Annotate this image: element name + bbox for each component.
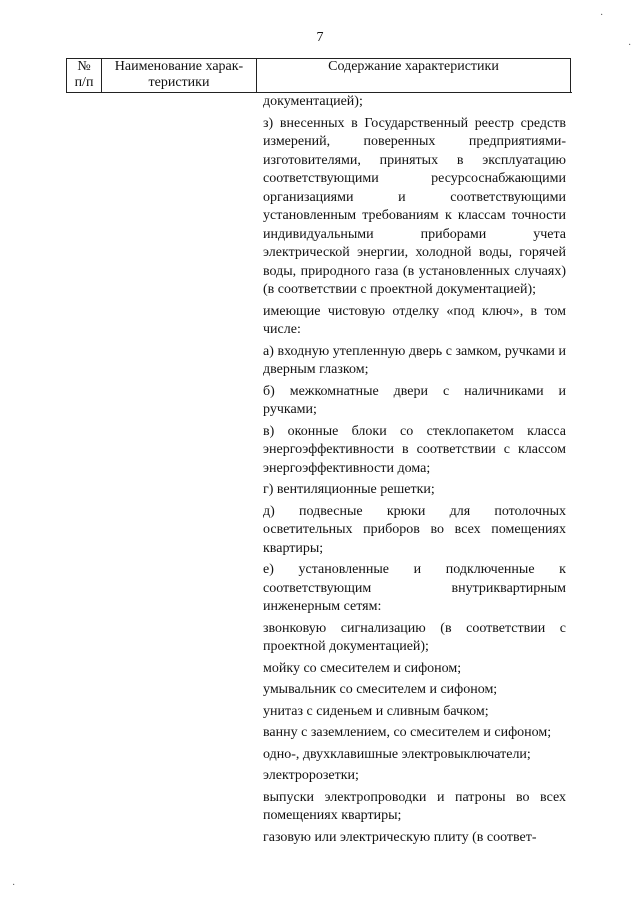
paragraph: е) установленные и подключенные к соответствующим внутриквартирным инженерным сетям: bbox=[263, 562, 566, 614]
paragraph: выпуски электропроводки и патроны во всех помещениях квартиры; bbox=[263, 789, 566, 823]
paragraph: д) подвесные крюки для потолочных осветительных приборов во всех помещениях квартиры; bbox=[263, 503, 566, 556]
column-header-name bbox=[102, 59, 257, 93]
paragraph: мойку со смесителем и сифоном; bbox=[263, 660, 462, 676]
paragraph: в) оконные блоки со стеклопакетом класса энергоэффективности в соответствии с классом энергоэффективности дома; bbox=[263, 423, 566, 476]
paragraph: документацией); bbox=[263, 94, 363, 109]
paragraph: одно-, двухклавишные электровыключатели; bbox=[263, 746, 531, 762]
paragraph: умывальник со смесителем и сифоном; bbox=[263, 682, 498, 697]
column-header-name-line1: Наименование харак- bbox=[114, 59, 244, 74]
scan-speck: · bbox=[628, 40, 632, 51]
paragraph: имеющие чистовую отделку «под ключ», в том числе: bbox=[263, 303, 566, 337]
paragraph: звонковую сигнализацию (в соответствии с проектной документацией); bbox=[263, 620, 566, 654]
paragraph: з) внесенных в Государственный реестр средств измерений, поверенных предприятиями-изготовителями, принятых в эксплуатацию соответствующими ресурсоснабжающими организациями и соответствующими установленным требованиям к классам точности индивидуальными приборами учета электрической энергии, холодной воды, горячей воды, природного газа (в установленных случаях) (в соответствии с проектной документацией); bbox=[263, 115, 566, 297]
page-number: 7 bbox=[316, 30, 324, 45]
column-header-number-line1: № bbox=[77, 59, 91, 74]
column-header-name-line2: теристики bbox=[148, 75, 210, 90]
scan-speck: · bbox=[12, 880, 16, 891]
paragraph: ванну с заземлением, со смесителем и сифоном; bbox=[263, 725, 552, 740]
paragraph: унитаз с сиденьем и сливным бачком; bbox=[263, 703, 489, 719]
paragraph: электророзетки; bbox=[263, 768, 359, 783]
paragraph: б) межкомнатные двери с наличниками и ручками; bbox=[263, 383, 566, 417]
paragraph: газовую или электрическую плиту (в соответ- bbox=[263, 829, 537, 845]
column-header-content: Содержание характеристики bbox=[257, 59, 571, 93]
paragraph: а) входную утепленную дверь с замком, ручками и дверным глазком; bbox=[263, 343, 566, 377]
characteristics-table-header bbox=[66, 58, 571, 92]
column-header-number bbox=[67, 59, 102, 93]
paragraph: г) вентиляционные решетки; bbox=[263, 482, 435, 497]
column-header-number-line2: п/п bbox=[74, 75, 94, 90]
characteristic-content bbox=[263, 93, 566, 850]
scan-speck: · bbox=[600, 10, 604, 21]
